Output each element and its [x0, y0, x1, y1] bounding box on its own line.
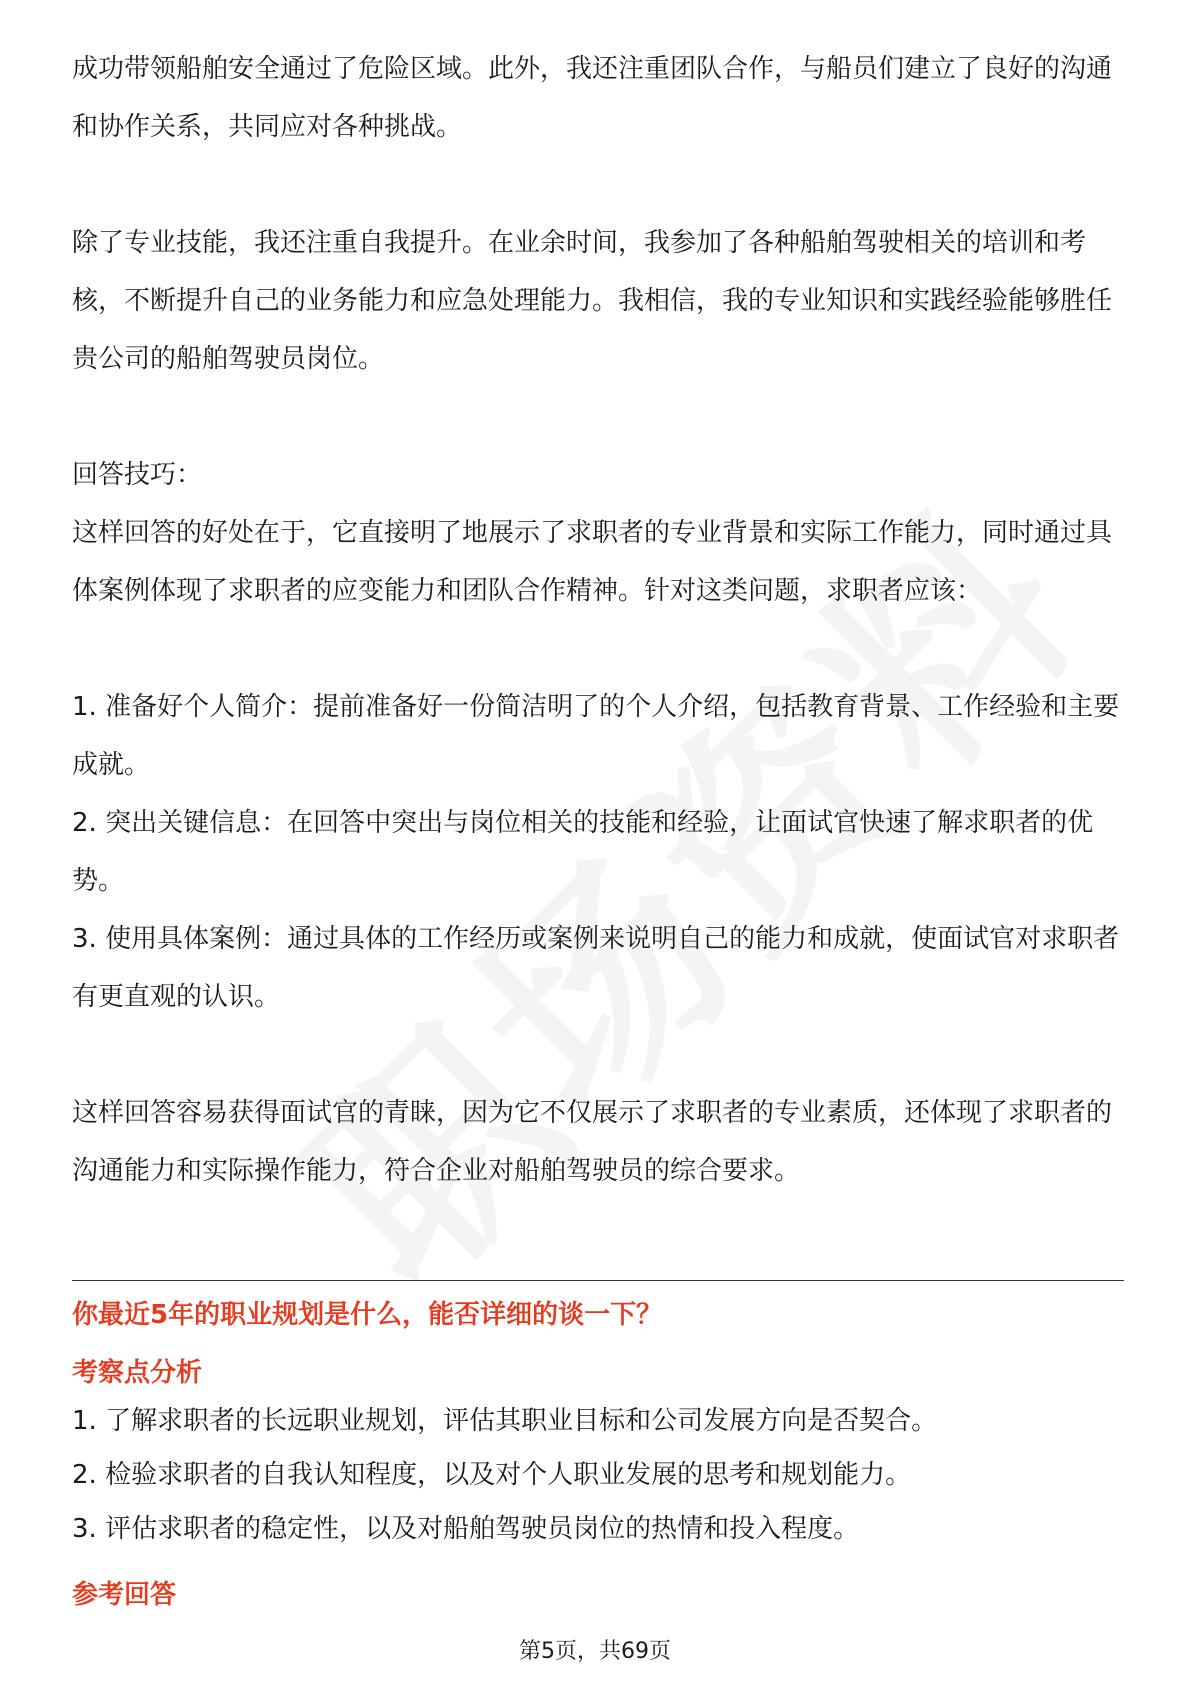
answer-paragraph-2: 除了专业技能，我还注重自我提升。在业余时间，我参加了各种船舶驾驶相关的培训和考核，不断提升自己的业务能力和应急处理能力。我相信，我的专业知识和实践经验能够胜任贵公司的船舶驾驶员岗位。	[72, 228, 1113, 374]
answer-paragraph-1: 成功带领船舶安全通过了危险区域。此外，我还注重团队合作，与船员们建立了良好的沟通和协作关系，共同应对各种挑战。	[72, 54, 1113, 142]
answer-body	[72, 40, 1122, 1200]
tips-item: 2. 突出关键信息：在回答中突出与岗位相关的技能和经验，让面试官快速了解求职者的优势。	[72, 808, 1094, 896]
tips-intro: 这样回答的好处在于，它直接明了地展示了求职者的专业背景和实际工作能力，同时通过具体案例体现了求职者的应变能力和团队合作精神。针对这类问题，求职者应该：	[72, 518, 1113, 606]
tips-item: 1. 准备好个人简介：提前准备好一份简洁明了的个人介绍，包括教育背景、工作经验和主要成就。	[72, 692, 1120, 780]
analysis-heading: 考察点分析	[72, 1358, 203, 1388]
analysis-item: 1. 了解求职者的长远职业规划，评估其职业目标和公司发展方向是否契合。	[72, 1406, 938, 1436]
page-footer: 第5页，共69页	[519, 1639, 671, 1664]
question-title: 你最近5年的职业规划是什么，能否详细的谈一下？	[72, 1300, 663, 1330]
section-divider	[72, 1280, 1124, 1281]
reference-heading: 参考回答	[72, 1580, 177, 1610]
analysis-item: 3. 评估求职者的稳定性，以及对船舶驾驶员岗位的热情和投入程度。	[72, 1514, 860, 1544]
analysis-item: 2. 检验求职者的自我认知程度，以及对个人职业发展的思考和规划能力。	[72, 1460, 912, 1490]
tips-conclusion: 这样回答容易获得面试官的青睐，因为它不仅展示了求职者的专业素质，还体现了求职者的沟通能力和实际操作能力，符合企业对船舶驾驶员的综合要求。	[72, 1098, 1113, 1186]
tips-item: 3. 使用具体案例：通过具体的工作经历或案例来说明自己的能力和成就，使面试官对求职者有更直观的认识。	[72, 924, 1120, 1012]
tips-heading: 回答技巧：	[72, 460, 203, 490]
